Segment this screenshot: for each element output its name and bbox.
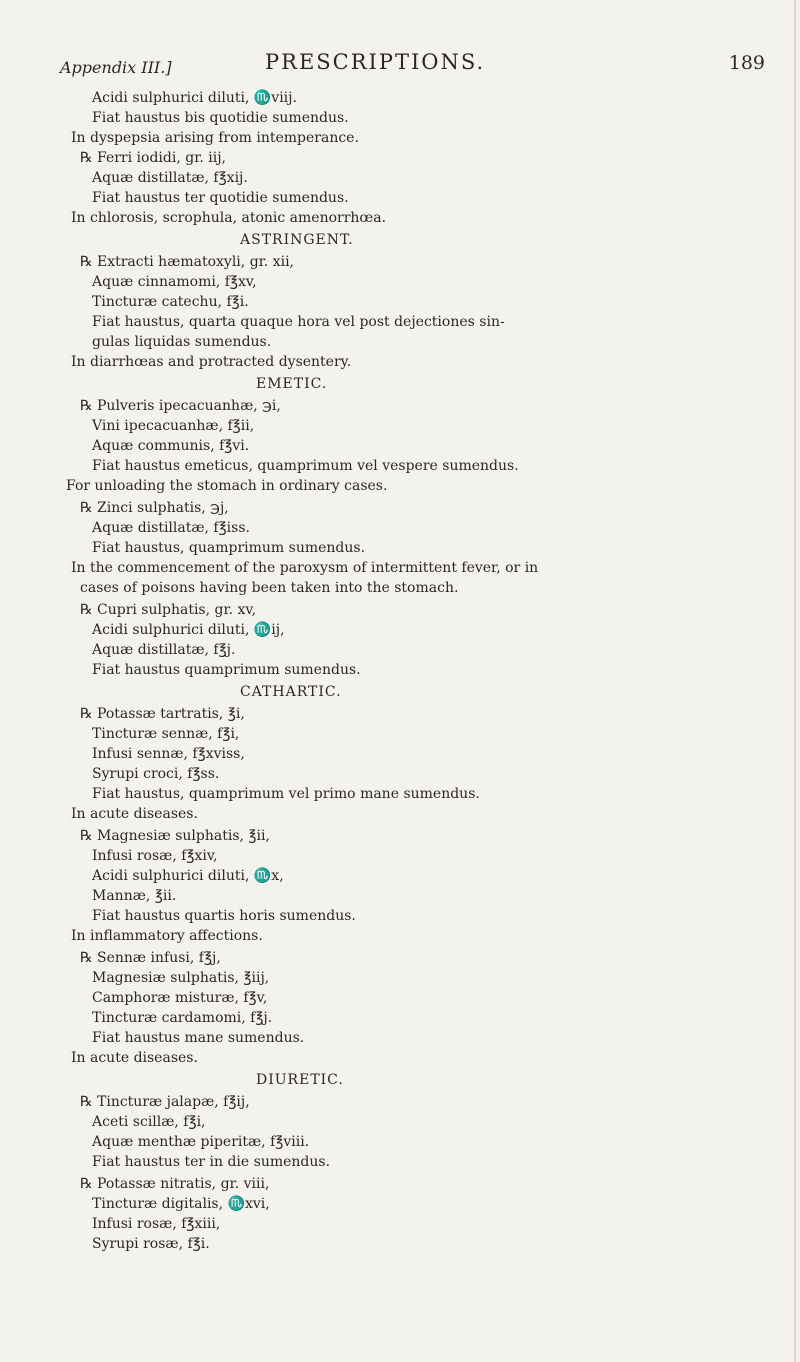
text-line: Aquæ communis, f℥vi. [92, 438, 250, 454]
running-header [60, 50, 765, 78]
text-line: Fiat haustus, quarta quaque hora vel post dejectiones sin- [92, 314, 505, 330]
page-edge [794, 0, 796, 1362]
text-line: Acidi sulphurici diluti, ♏x, [92, 868, 284, 884]
text-line: Tincturæ cardamomi, f℥j. [92, 1010, 273, 1026]
text-line: Camphoræ misturæ, f℥v, [92, 990, 268, 1006]
text-line: Tincturæ catechu, f℥i. [92, 294, 249, 310]
text-line: Aquæ cinnamomi, f℥xv, [92, 274, 257, 290]
text-line: Acidi sulphurici diluti, ♏ij, [92, 622, 285, 638]
text-line: ℞ Pulveris ipecacuanhæ, ℈i, [80, 398, 281, 414]
text-line: In chlorosis, scrophula, atonic amenorrhœa. [71, 210, 387, 226]
text-line: ℞ Potassæ tartratis, ℥i, [80, 706, 245, 722]
text-line: Infusi sennæ, f℥xviss, [92, 746, 245, 762]
text-line: Fiat haustus, quamprimum sumendus. [92, 540, 366, 556]
text-line: Aquæ menthæ piperitæ, f℥viii. [92, 1134, 310, 1150]
text-line: Aquæ distillatæ, f℥iss. [92, 520, 250, 536]
text-line: Tincturæ digitalis, ♏xvi, [92, 1196, 270, 1212]
text-line: Fiat haustus quamprimum sumendus. [92, 662, 361, 678]
text-line: In inflammatory affections. [71, 928, 263, 944]
text-line: ℞ Cupri sulphatis, gr. xv, [80, 602, 257, 618]
text-line: Syrupi croci, f℥ss. [92, 766, 220, 782]
text-line: Aceti scillæ, f℥i, [92, 1114, 206, 1130]
text-line: ℞ Sennæ infusi, f℥j, [80, 950, 221, 966]
text-line: In acute diseases. [71, 806, 198, 822]
text-line: In the commencement of the paroxysm of intermittent fever, or in [71, 560, 539, 576]
text-line: ℞ Potassæ nitratis, gr. viii, [80, 1176, 270, 1192]
text-line: ℞ Zinci sulphatis, ℈j, [80, 500, 229, 516]
section-heading: DIURETIC. [256, 1072, 344, 1088]
text-line: Fiat haustus, quamprimum vel primo mane sumendus. [92, 786, 480, 802]
text-line: gulas liquidas sumendus. [92, 334, 272, 350]
text-line: Syrupi rosæ, f℥i. [92, 1236, 210, 1252]
text-line: Aquæ distillatæ, f℥j. [92, 642, 236, 658]
text-line: ℞ Magnesiæ sulphatis, ℥ii, [80, 828, 270, 844]
text-line: Tincturæ sennæ, f℥i, [92, 726, 240, 742]
text-line: ℞ Tincturæ jalapæ, f℥ij, [80, 1094, 250, 1110]
text-line: Vini ipecacuanhæ, f℥ii, [92, 418, 255, 434]
text-line: In diarrhœas and protracted dysentery. [71, 354, 352, 370]
text-line: For unloading the stomach in ordinary cases. [66, 478, 388, 494]
text-line: Magnesiæ sulphatis, ℥iij, [92, 970, 270, 986]
text-line: In acute diseases. [71, 1050, 198, 1066]
section-heading: CATHARTIC. [240, 684, 342, 700]
text-line: ℞ Extracti hæmatoxyli, gr. xii, [80, 254, 295, 270]
text-line: Acidi sulphurici diluti, ♏viij. [92, 90, 297, 106]
text-line: cases of poisons having been taken into the stomach. [80, 580, 459, 596]
text-line: Mannæ, ℥ii. [92, 888, 177, 904]
header-title: PRESCRIPTIONS. [265, 50, 486, 74]
text-line: Fiat haustus emeticus, quamprimum vel vespere sumendus. [92, 458, 519, 474]
text-line: Infusi rosæ, f℥xiii, [92, 1216, 221, 1232]
text-line: Fiat haustus mane sumendus. [92, 1030, 305, 1046]
header-section: Appendix III.] [60, 58, 172, 77]
text-line: Aquæ distillatæ, f℥xij. [92, 170, 248, 186]
page-number: 189 [728, 52, 765, 74]
text-line: In dyspepsia arising from intemperance. [71, 130, 359, 146]
section-heading: EMETIC. [256, 376, 328, 392]
text-line: Fiat haustus bis quotidie sumendus. [92, 110, 349, 126]
text-line: Infusi rosæ, f℥xiv, [92, 848, 218, 864]
text-line: Fiat haustus ter quotidie sumendus. [92, 190, 349, 206]
section-heading: ASTRINGENT. [240, 232, 354, 248]
text-line: ℞ Ferri iodidi, gr. iij, [80, 150, 226, 166]
text-line: Fiat haustus ter in die sumendus. [92, 1154, 331, 1170]
text-line: Fiat haustus quartis horis sumendus. [92, 908, 356, 924]
